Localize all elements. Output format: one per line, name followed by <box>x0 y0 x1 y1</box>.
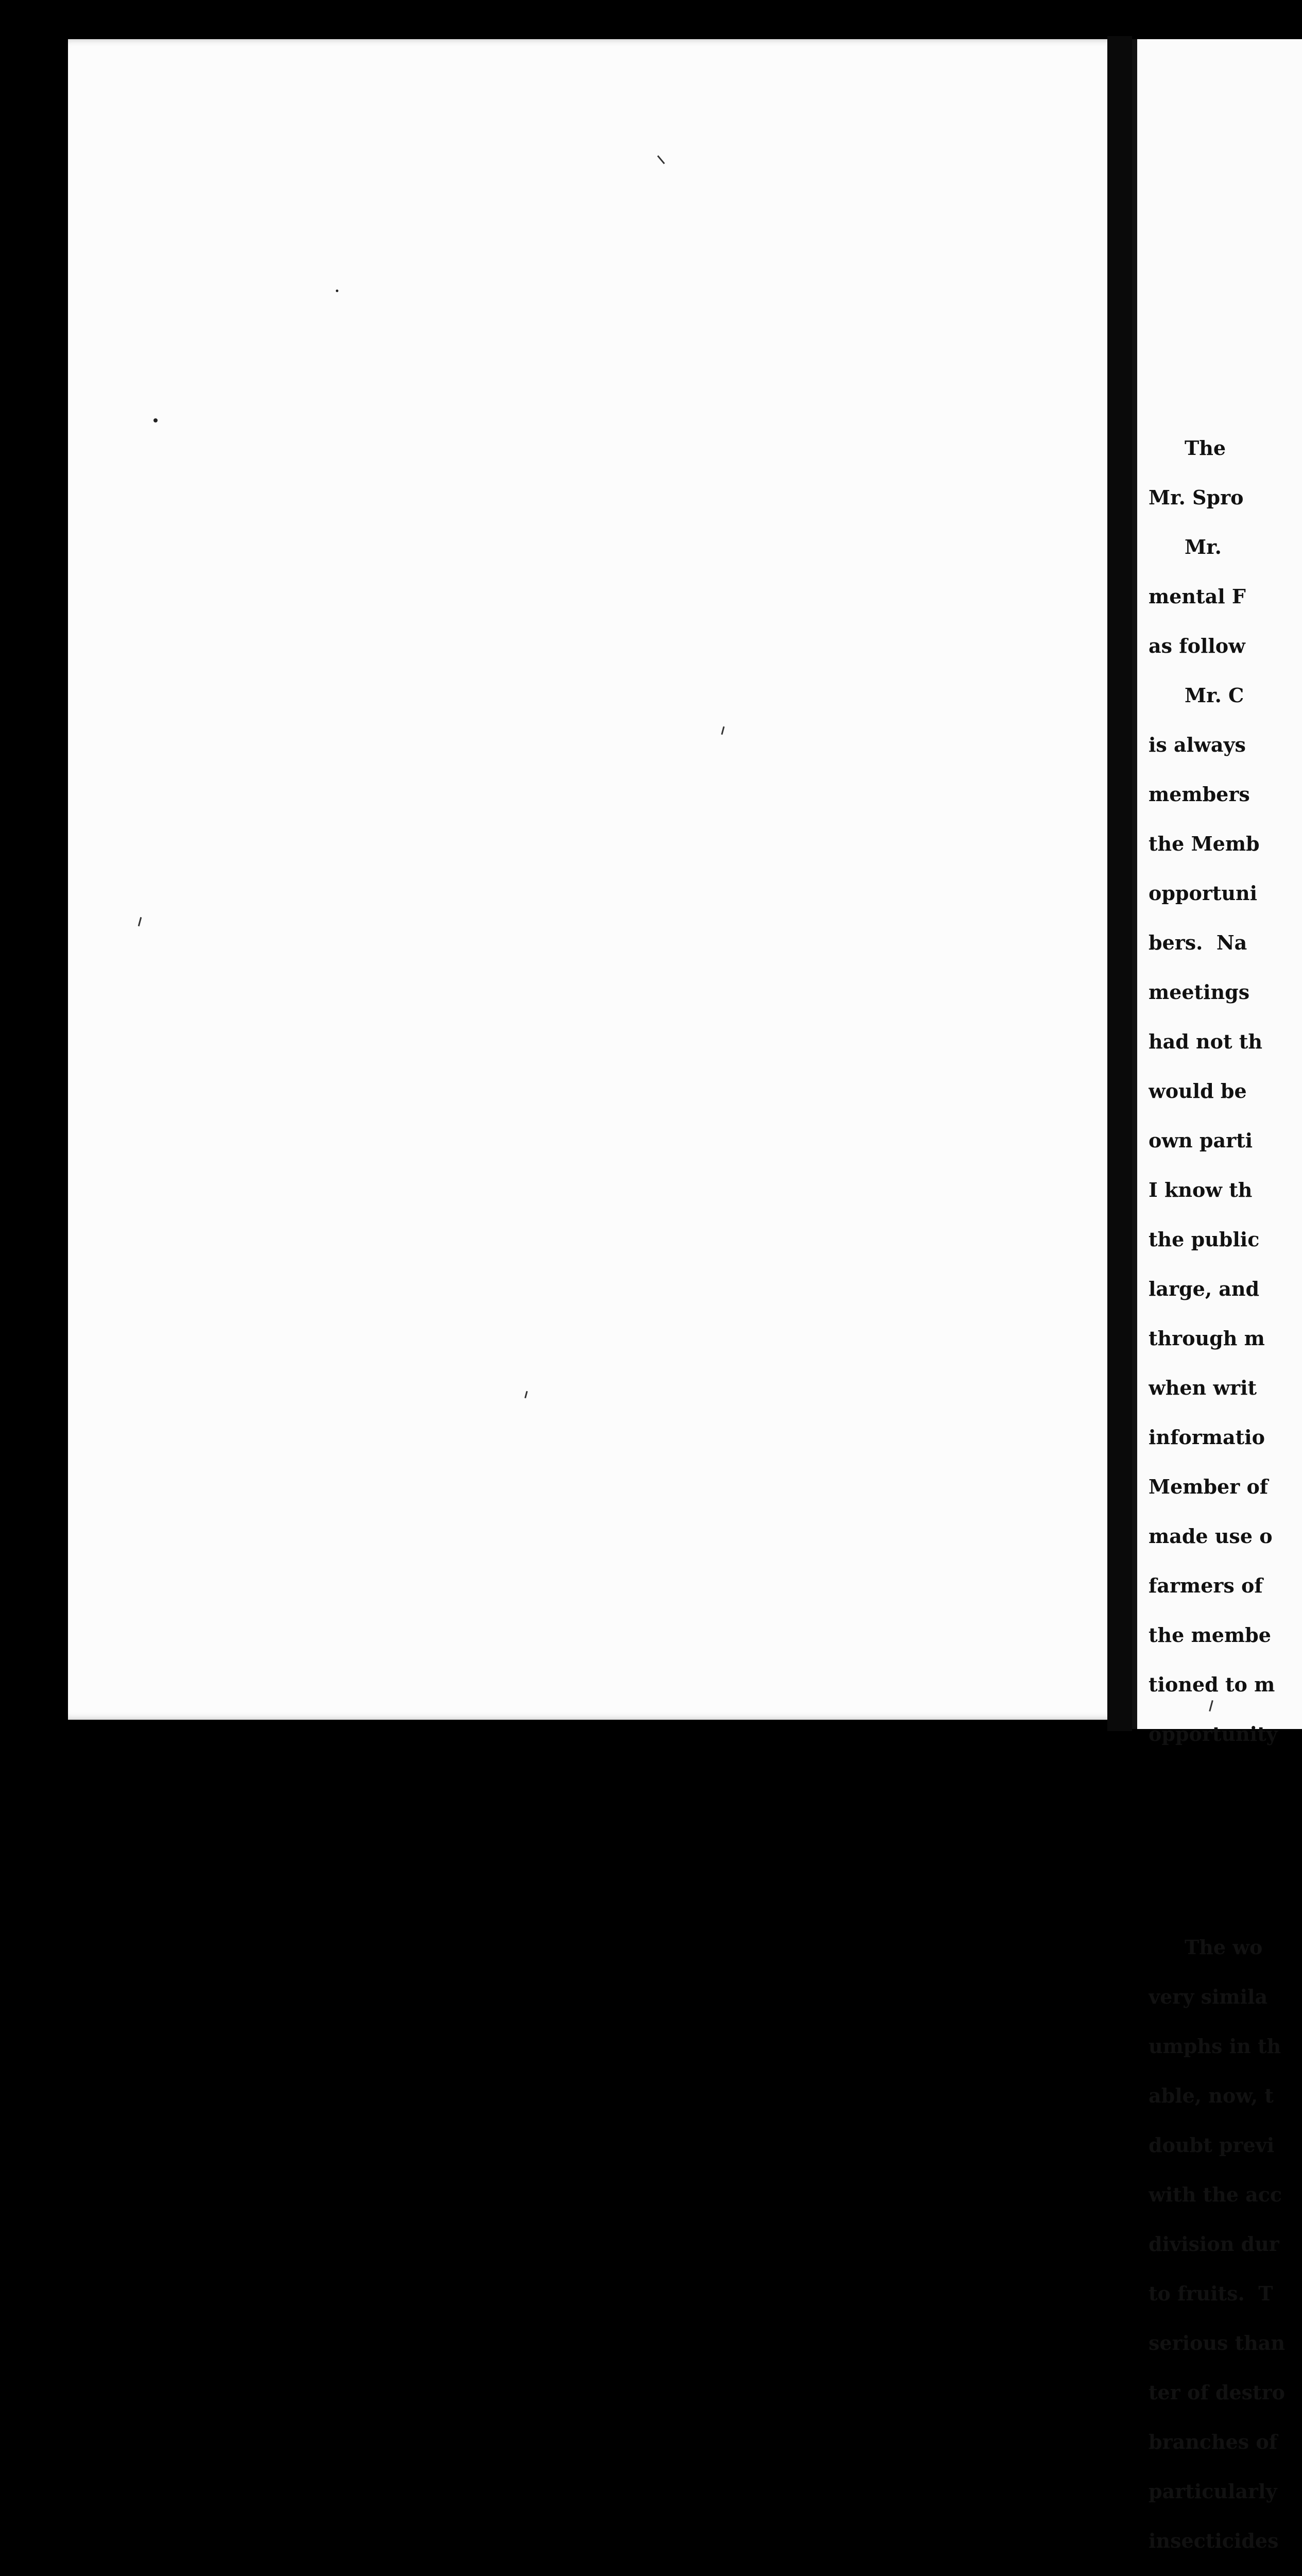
text-line: to fruits. T <box>1149 2282 1273 2305</box>
text-line: had not th <box>1149 1030 1262 1053</box>
text-line: as follow <box>1149 634 1245 657</box>
paper-speck <box>153 418 158 422</box>
text-line: particularly <box>1149 2480 1277 2503</box>
section-gap <box>1149 1808 1302 1873</box>
left-blank-page <box>68 39 1131 1720</box>
text-line: made use o <box>1149 1524 1273 1548</box>
text-line: Mr. C <box>1185 684 1244 707</box>
text-line: with the acc <box>1149 2183 1282 2206</box>
text-line: through m <box>1149 1327 1265 1350</box>
text-block-2 <box>1149 1906 1302 2576</box>
text-line: informatio <box>1149 1426 1265 1449</box>
text-line: doubt previ <box>1149 2133 1275 2157</box>
text-line: insecticides <box>1149 2529 1279 2552</box>
text-line: Mr. <box>1185 535 1222 558</box>
book-gutter <box>1107 36 1132 1731</box>
text-line: ter of destro <box>1149 2381 1285 2404</box>
text-line: division dur <box>1149 2232 1279 2256</box>
text-line: opportuni <box>1149 882 1258 905</box>
text-line: serious than <box>1149 2331 1286 2354</box>
text-line: when writ <box>1149 1376 1257 1399</box>
text-block-1 <box>1149 407 1302 1775</box>
text-line: is always <box>1149 733 1246 756</box>
text-line: umphs in th <box>1149 2035 1281 2058</box>
text-line: the membe <box>1149 1623 1271 1647</box>
text-line: opportunity <box>1149 1722 1278 1745</box>
text-line: the Memb <box>1149 832 1260 855</box>
text-line: branches of <box>1149 2430 1278 2453</box>
text-line: able, now, t <box>1149 2084 1274 2107</box>
text-line: The <box>1185 436 1226 460</box>
text-line: meetings <box>1149 980 1250 1004</box>
text-line: would be <box>1149 1079 1247 1103</box>
text-line: I know th <box>1149 1178 1253 1201</box>
text-line: farmers of <box>1149 1574 1263 1597</box>
text-line: members <box>1149 783 1250 806</box>
text-line: the public <box>1149 1228 1260 1251</box>
text-line: tioned to m <box>1149 1673 1275 1696</box>
body-text-column <box>1149 374 1302 2576</box>
text-line: very simila <box>1149 1985 1268 2008</box>
text-line: Member of <box>1149 1475 1269 1498</box>
text-line: large, and <box>1149 1277 1260 1300</box>
paper-speck <box>336 290 338 292</box>
text-line: mental F <box>1149 585 1246 608</box>
text-line: Mr. Spro <box>1149 486 1244 509</box>
text-line: The wo <box>1185 1936 1263 1959</box>
text-line: own parti <box>1149 1129 1253 1152</box>
text-line: bers. Na <box>1149 931 1247 954</box>
